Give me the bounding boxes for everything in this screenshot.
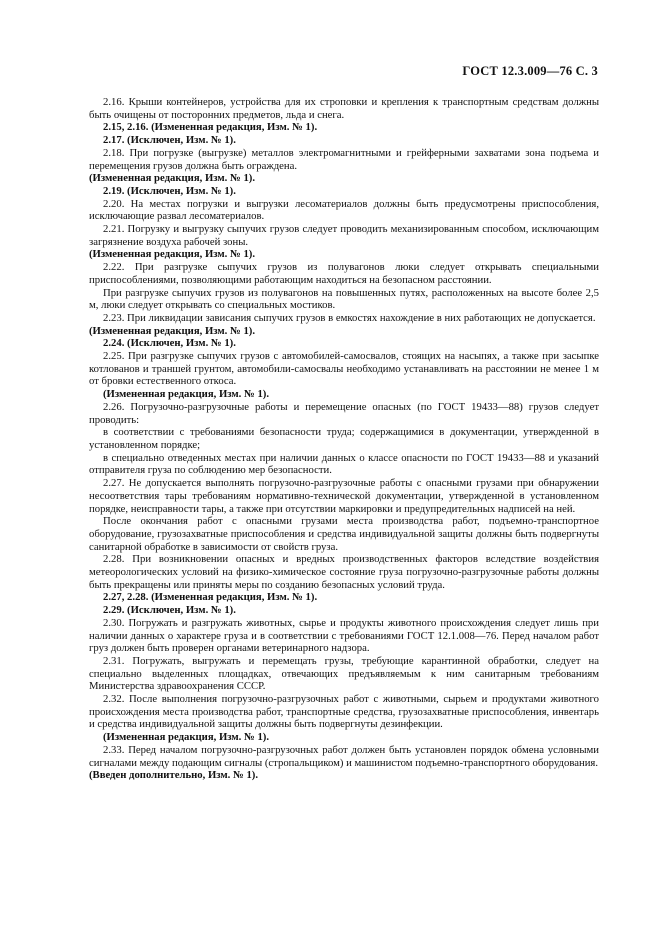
clause-2-18: 2.18. При погрузке (выгрузке) металлов электромагнитными и грейферными захватами зона подъема и перемещения грузов должна быть ограждена.: [89, 146, 599, 172]
amendment-note: (Измененная редакция, Изм. № 1).: [89, 248, 256, 261]
clause-2-22: 2.22. При разгрузке сыпучих грузов из полувагонов люки следует открывать специальными приспособлениями, позволяющими работающим находиться на безопасном расстоянии.: [89, 261, 599, 286]
page-header: ГОСТ 12.3.009—76 С. 3: [462, 64, 598, 78]
clause-2-16: 2.16. Крыши контейнеров, устройства для их строповки и крепления к транспортным средствам должны быть очищены от посторонних предметов, льда и снега.: [89, 96, 599, 121]
amendment-note: 2.27, 2.28. (Измененная редакция, Изм. № 1).: [103, 591, 318, 604]
clause-2-27-continued: После окончания работ с опасными грузами места производства работ, подъемно-транспортное оборудование, грузозахватные приспособления и средства индивидуальной защиты должны быть подвергнуты санитарной обработке в зависимости от свойств груза.: [89, 515, 599, 553]
amendment-note: (Измененная редакция, Изм. № 1).: [103, 388, 270, 401]
clause-2-30: 2.30. Погружать и разгружать животных, сырье и продукты животного происхождения следует лишь при наличии данных о характере груза и в соответствии с требованиями ГОСТ 12.1.008—76. Перед началом работ груз должен быть проверен органами ветеринарного надзора.: [89, 616, 599, 655]
clause-2-20: 2.20. На местах погрузки и выгрузки лесоматериалов должны быть предусмотрены приспособления, исключающие развал лесоматериалов.: [89, 197, 599, 223]
document-body: [89, 96, 599, 782]
clause-2-31: 2.31. Погружать, выгружать и перемещать грузы, требующие карантинной обработки, следует на специально выделенных площадках, отвечающих предъявляемым к ним санитарным требованиям Министерства здравоохранения СССР.: [89, 654, 599, 693]
amendment-note: 2.15, 2.16. (Измененная редакция, Изм. № 1).: [103, 121, 318, 134]
clause-2-32: 2.32. После выполнения погрузочно-разгрузочных работ с животными, сырьем и продуктами животного происхождения места производства работ, транспортные средства, грузозахватные приспособления, инвентарь и средства индивидуальной защиты должны быть подвергнуты дезинфекции.: [89, 693, 599, 731]
clause-2-27: 2.27. Не допускается выполнять погрузочно-разгрузочные работы с опасными грузами при обнаружении несоответствия тары требованиям нормативно-технической документации, утвержденной в установленном порядке, неисправности тары, а также при отсутствии маркировки и предупредительных надписей на ней.: [89, 477, 599, 515]
amendment-note: (Измененная редакция, Изм. № 1).: [89, 324, 256, 337]
amendment-note: (Измененная редакция, Изм. № 1).: [103, 731, 270, 744]
addition-note: (Введен дополнительно, Изм. № 1).: [89, 769, 259, 782]
clause-2-23: 2.23. При ликвидации зависания сыпучих грузов в емкостях нахождение в них работающих не допускается.: [103, 311, 596, 324]
clause-2-28: 2.28. При возникновении опасных и вредных производственных факторов вследствие воздействия метеорологических условий на физико-химическое состояние груза погрузочно-разгрузочные работы должны быть прекращены или приняты меры по созданию безопасных условий труда.: [89, 553, 599, 591]
clause-2-22-continued: При разгрузке сыпучих грузов из полувагонов на повышенных путях, расположенных на высоте более 2,5 м, люки следует открывать со специальных мостиков.: [89, 286, 599, 312]
excluded-clause-2-19: 2.19. (Исключен, Изм. № 1).: [103, 184, 236, 197]
clause-2-25: 2.25. При разгрузке сыпучих грузов с автомобилей-самосвалов, стоящих на насыпях, а также при засыпке котлованов и траншей грунтом, автомобили-самосвалы необходимо устанавливать на расстоянии не менее 1 м от бровки естественного откоса.: [89, 350, 599, 388]
clause-2-26-item-2: в специально отведенных местах при наличии данных о классе опасности по ГОСТ 19433—88 и указаний отправителя груза по соблюдению мер безопасности.: [89, 451, 599, 477]
excluded-clause-2-24: 2.24. (Исключен, Изм. № 1).: [103, 337, 236, 350]
excluded-clause-2-17: 2.17. (Исключен, Изм. № 1).: [103, 134, 236, 147]
amendment-note: (Измененная редакция, Изм. № 1).: [89, 172, 256, 185]
clause-2-21: 2.21. Погрузку и выгрузку сыпучих грузов следует проводить механизированным способом, исключающим загрязнение воздуха рабочей зоны.: [89, 223, 599, 248]
clause-2-26: 2.26. Погрузочно-разгрузочные работы и перемещение опасных (по ГОСТ 19433—88) грузов следует проводить:: [89, 400, 599, 426]
clause-2-33: 2.33. Перед началом погрузочно-разгрузочных работ должен быть установлен порядок обмена условными сигналами между подающим сигналы (стропальщиком) и машинистом подъемно-транспортного оборудования.: [89, 743, 599, 769]
clause-2-26-item-1: в соответствии с требованиями безопасности труда; содержащимися в документации, утвержденной в установленном порядке;: [89, 426, 599, 451]
excluded-clause-2-29: 2.29. (Исключен, Изм. № 1).: [103, 604, 236, 617]
